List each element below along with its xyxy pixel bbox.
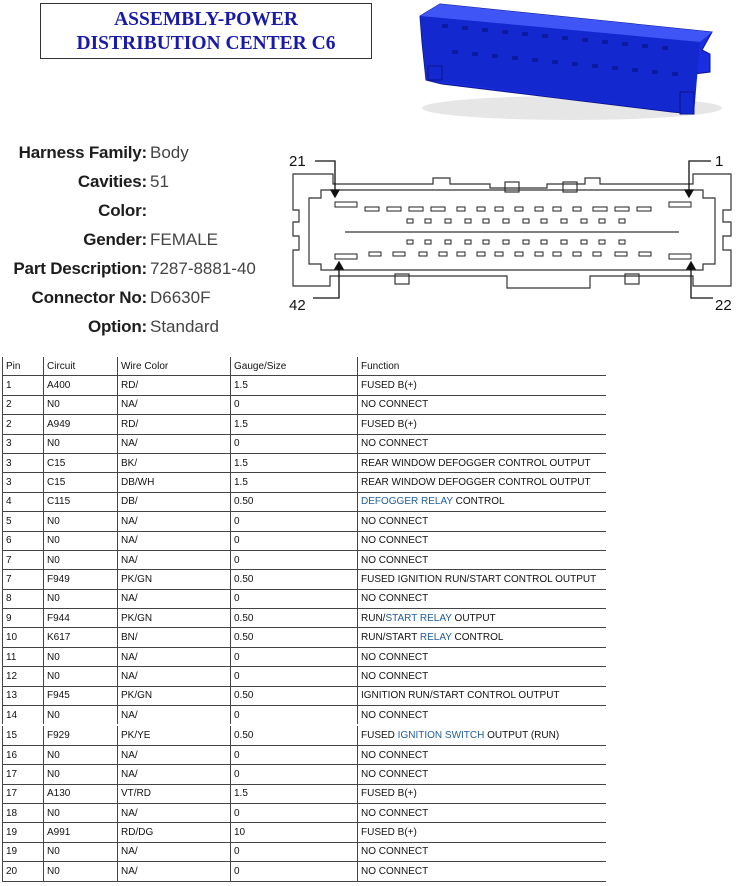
info-option xyxy=(0,317,280,339)
pin-cell: 18 xyxy=(3,803,44,822)
info-gender xyxy=(0,230,280,252)
gauge-cell: 0.50 xyxy=(231,609,358,628)
pin-cell: 10 xyxy=(3,628,44,647)
circuit-cell: F949 xyxy=(44,570,118,589)
wire-color-cell: NA/ xyxy=(118,862,231,881)
table-row xyxy=(3,395,607,414)
function-text: RUN/START xyxy=(361,632,420,644)
wire-color-cell: DB/WH xyxy=(118,473,231,492)
wire-color-cell: RD/ xyxy=(118,415,231,434)
function-cell xyxy=(358,725,607,745)
wire-color-cell: PK/GN xyxy=(118,686,231,705)
pin-label-1: 1 xyxy=(715,153,724,170)
pin-cell: 1 xyxy=(3,376,44,395)
function-cell xyxy=(358,686,607,705)
pin-cell: 6 xyxy=(3,531,44,550)
wire-color-cell: BK/ xyxy=(118,453,231,472)
circuit-cell: N0 xyxy=(44,706,118,726)
circuit-cell: N0 xyxy=(44,667,118,686)
info-label: Option: xyxy=(87,317,147,336)
table-row xyxy=(3,473,607,492)
pin-cell: 14 xyxy=(3,706,44,726)
function-cell xyxy=(358,415,607,434)
function-cell xyxy=(358,765,607,784)
function-cell xyxy=(358,376,607,395)
wire-color-cell: PK/YE xyxy=(118,725,231,745)
wire-color-cell: NA/ xyxy=(118,434,231,453)
function-text: REAR WINDOW DEFOGGER CONTROL OUTPUT xyxy=(361,477,591,489)
function-text: NO CONNECT xyxy=(361,865,429,877)
function-text: NO CONNECT xyxy=(361,749,429,761)
circuit-cell: N0 xyxy=(44,842,118,861)
table-row xyxy=(3,376,607,395)
table-row xyxy=(3,725,607,745)
info-color xyxy=(0,201,280,223)
gauge-cell: 1.5 xyxy=(231,784,358,803)
connector-face-diagram xyxy=(285,148,745,318)
wire-color-cell: NA/ xyxy=(118,550,231,569)
gauge-cell: 0 xyxy=(231,745,358,764)
function-text: NO CONNECT xyxy=(361,807,429,819)
wire-color-cell: DB/ xyxy=(118,492,231,511)
function-text: FUSED B(+) xyxy=(361,380,417,392)
pin-label-21: 21 xyxy=(289,153,306,170)
function-text: FUSED B(+) xyxy=(361,418,417,430)
pin-cell: 15 xyxy=(3,725,44,745)
circuit-cell: C115 xyxy=(44,492,118,511)
function-text: REAR WINDOW DEFOGGER CONTROL OUTPUT xyxy=(361,457,591,469)
circuit-cell: A949 xyxy=(44,415,118,434)
pinout-table xyxy=(2,357,606,882)
function-cell xyxy=(358,473,607,492)
pin-cell: 7 xyxy=(3,550,44,569)
pin-cell: 8 xyxy=(3,589,44,608)
title-line-2: DISTRIBUTION CENTER C6 xyxy=(76,33,336,54)
function-text: FUSED xyxy=(361,730,398,742)
table-row xyxy=(3,706,607,726)
function-text: NO CONNECT xyxy=(361,709,429,721)
col-header-function: Function xyxy=(358,357,607,376)
table-row xyxy=(3,862,607,881)
function-cell xyxy=(358,823,607,842)
function-text: NO CONNECT xyxy=(361,399,429,411)
component-link[interactable]: DEFOGGER RELAY xyxy=(361,496,453,508)
col-header-wire-color: Wire Color xyxy=(118,357,231,376)
info-label: Harness Family: xyxy=(18,143,147,162)
pin-cell: 16 xyxy=(3,745,44,764)
function-text: NO CONNECT xyxy=(361,593,429,605)
table-row xyxy=(3,434,607,453)
circuit-cell: N0 xyxy=(44,395,118,414)
gauge-cell: 0 xyxy=(231,512,358,531)
info-value: FEMALE xyxy=(150,230,219,249)
info-harness-family xyxy=(0,143,280,165)
table-row xyxy=(3,765,607,784)
table-row xyxy=(3,784,607,803)
info-label: Gender: xyxy=(83,230,147,249)
wire-color-cell: NA/ xyxy=(118,667,231,686)
pin-label-22: 22 xyxy=(715,297,732,314)
document-title xyxy=(40,3,372,59)
function-text: OUTPUT (RUN) xyxy=(484,730,560,742)
wire-color-cell: NA/ xyxy=(118,589,231,608)
function-cell xyxy=(358,531,607,550)
gauge-cell: 0.50 xyxy=(231,492,358,511)
function-cell xyxy=(358,453,607,472)
info-cavities xyxy=(0,172,280,194)
function-text: CONTROL xyxy=(451,632,504,644)
function-cell xyxy=(358,570,607,589)
info-label: Part Description: xyxy=(13,259,147,278)
circuit-cell: A130 xyxy=(44,784,118,803)
function-cell xyxy=(358,628,607,647)
table-row xyxy=(3,609,607,628)
pin-cell: 17 xyxy=(3,784,44,803)
info-value: 51 xyxy=(150,172,169,191)
table-row xyxy=(3,570,607,589)
function-cell xyxy=(358,492,607,511)
gauge-cell: 0.50 xyxy=(231,628,358,647)
circuit-cell: N0 xyxy=(44,765,118,784)
function-cell xyxy=(358,395,607,414)
function-text: NO CONNECT xyxy=(361,651,429,663)
gauge-cell: 0 xyxy=(231,647,358,666)
connector-3d-image xyxy=(412,2,722,124)
function-text: FUSED IGNITION RUN/START CONTROL OUTPUT xyxy=(361,573,597,585)
wire-color-cell: NA/ xyxy=(118,803,231,822)
table-row xyxy=(3,647,607,666)
pin-cell: 19 xyxy=(3,842,44,861)
wire-color-cell: RD/ xyxy=(118,376,231,395)
gauge-cell: 0 xyxy=(231,434,358,453)
info-label: Color: xyxy=(98,201,147,220)
component-link[interactable]: START RELAY xyxy=(385,612,452,624)
table-row xyxy=(3,842,607,861)
table-row xyxy=(3,453,607,472)
circuit-cell: C15 xyxy=(44,453,118,472)
function-cell xyxy=(358,512,607,531)
component-link[interactable]: RELAY xyxy=(419,632,452,644)
table-row xyxy=(3,550,607,569)
wire-color-cell: NA/ xyxy=(118,745,231,764)
circuit-cell: N0 xyxy=(44,434,118,453)
function-text: OUTPUT xyxy=(451,612,496,624)
info-connector-no xyxy=(0,288,280,310)
pin-cell: 3 xyxy=(3,473,44,492)
gauge-cell: 1.5 xyxy=(231,415,358,434)
pin-cell: 4 xyxy=(3,492,44,511)
function-cell xyxy=(358,784,607,803)
gauge-cell: 0 xyxy=(231,531,358,550)
circuit-cell: K617 xyxy=(44,628,118,647)
function-cell xyxy=(358,647,607,666)
function-cell xyxy=(358,842,607,861)
function-cell xyxy=(358,609,607,628)
circuit-cell: F945 xyxy=(44,686,118,705)
table-row xyxy=(3,745,607,764)
circuit-cell: N0 xyxy=(44,550,118,569)
table-body xyxy=(3,376,607,881)
function-cell xyxy=(358,589,607,608)
function-text: NO CONNECT xyxy=(361,438,429,450)
gauge-cell: 10 xyxy=(231,823,358,842)
function-cell xyxy=(358,803,607,822)
gauge-cell: 0 xyxy=(231,803,358,822)
gauge-cell: 0 xyxy=(231,550,358,569)
gauge-cell: 0 xyxy=(231,589,358,608)
table-row xyxy=(3,823,607,842)
function-cell xyxy=(358,706,607,726)
wire-color-cell: NA/ xyxy=(118,842,231,861)
gauge-cell: 0.50 xyxy=(231,570,358,589)
function-text: NO CONNECT xyxy=(361,768,429,780)
pin-cell: 19 xyxy=(3,823,44,842)
gauge-cell: 0 xyxy=(231,862,358,881)
table-row xyxy=(3,512,607,531)
function-text: CONTROL xyxy=(452,496,505,508)
table-row xyxy=(3,686,607,705)
table-row xyxy=(3,667,607,686)
circuit-cell: F929 xyxy=(44,725,118,745)
function-cell xyxy=(358,745,607,764)
info-value: Body xyxy=(150,143,189,162)
circuit-cell: F944 xyxy=(44,609,118,628)
function-text: NO CONNECT xyxy=(361,846,429,858)
pin-cell: 3 xyxy=(3,434,44,453)
info-label: Cavities: xyxy=(77,172,147,191)
title-line-1: ASSEMBLY-POWER xyxy=(114,9,298,30)
wire-color-cell: NA/ xyxy=(118,395,231,414)
pin-cell: 7 xyxy=(3,570,44,589)
function-text: RUN/ xyxy=(361,612,386,624)
gauge-cell: 0.50 xyxy=(231,725,358,745)
pin-cell: 2 xyxy=(3,415,44,434)
gauge-cell: 1.5 xyxy=(231,376,358,395)
gauge-cell: 0 xyxy=(231,842,358,861)
wire-color-cell: VT/RD xyxy=(118,784,231,803)
table-row xyxy=(3,415,607,434)
gauge-cell: 0 xyxy=(231,667,358,686)
wire-color-cell: NA/ xyxy=(118,765,231,784)
info-value: D6630F xyxy=(150,288,211,307)
pin-cell: 2 xyxy=(3,395,44,414)
gauge-cell: 0 xyxy=(231,395,358,414)
circuit-cell: N0 xyxy=(44,862,118,881)
info-part-description xyxy=(0,259,280,281)
function-text: FUSED B(+) xyxy=(361,827,417,839)
function-text: IGNITION RUN/START CONTROL OUTPUT xyxy=(361,690,560,702)
circuit-cell: N0 xyxy=(44,531,118,550)
pin-label-42: 42 xyxy=(289,297,306,314)
circuit-cell: C15 xyxy=(44,473,118,492)
wire-color-cell: PK/GN xyxy=(118,609,231,628)
circuit-cell: N0 xyxy=(44,647,118,666)
wire-color-cell: NA/ xyxy=(118,512,231,531)
function-text: NO CONNECT xyxy=(361,515,429,527)
info-label: Connector No: xyxy=(31,288,147,307)
col-header-pin: Pin xyxy=(3,357,44,376)
pin-cell: 12 xyxy=(3,667,44,686)
pin-cell: 9 xyxy=(3,609,44,628)
wire-color-cell: NA/ xyxy=(118,647,231,666)
pin-cell: 17 xyxy=(3,765,44,784)
circuit-cell: N0 xyxy=(44,512,118,531)
circuit-cell: N0 xyxy=(44,745,118,764)
function-text: FUSED B(+) xyxy=(361,788,417,800)
pin-cell: 20 xyxy=(3,862,44,881)
wire-color-cell: PK/GN xyxy=(118,570,231,589)
function-text: NO CONNECT xyxy=(361,670,429,682)
function-cell xyxy=(358,550,607,569)
table-row xyxy=(3,628,607,647)
gauge-cell: 1.5 xyxy=(231,453,358,472)
table-row xyxy=(3,531,607,550)
col-header-gauge: Gauge/Size xyxy=(231,357,358,376)
gauge-cell: 0 xyxy=(231,706,358,726)
wire-color-cell: NA/ xyxy=(118,531,231,550)
table-row xyxy=(3,589,607,608)
pin-cell: 3 xyxy=(3,453,44,472)
table-row xyxy=(3,492,607,511)
function-text: NO CONNECT xyxy=(361,535,429,547)
circuit-cell: A991 xyxy=(44,823,118,842)
gauge-cell: 0 xyxy=(231,765,358,784)
pin-cell: 13 xyxy=(3,686,44,705)
col-header-circuit: Circuit xyxy=(44,357,118,376)
wire-color-cell: RD/DG xyxy=(118,823,231,842)
pin-cell: 5 xyxy=(3,512,44,531)
function-cell xyxy=(358,862,607,881)
circuit-cell: A400 xyxy=(44,376,118,395)
function-cell xyxy=(358,434,607,453)
circuit-cell: N0 xyxy=(44,589,118,608)
component-link[interactable]: IGNITION SWITCH xyxy=(397,730,485,742)
circuit-cell: N0 xyxy=(44,803,118,822)
pin-cell: 11 xyxy=(3,647,44,666)
table-header-row xyxy=(3,357,607,376)
info-value: Standard xyxy=(150,317,219,336)
gauge-cell: 1.5 xyxy=(231,473,358,492)
gauge-cell: 0.50 xyxy=(231,686,358,705)
wire-color-cell: BN/ xyxy=(118,628,231,647)
info-value: 7287-8881-40 xyxy=(150,259,256,278)
table-row xyxy=(3,803,607,822)
function-cell xyxy=(358,667,607,686)
wire-color-cell: NA/ xyxy=(118,706,231,726)
function-text: NO CONNECT xyxy=(361,554,429,566)
